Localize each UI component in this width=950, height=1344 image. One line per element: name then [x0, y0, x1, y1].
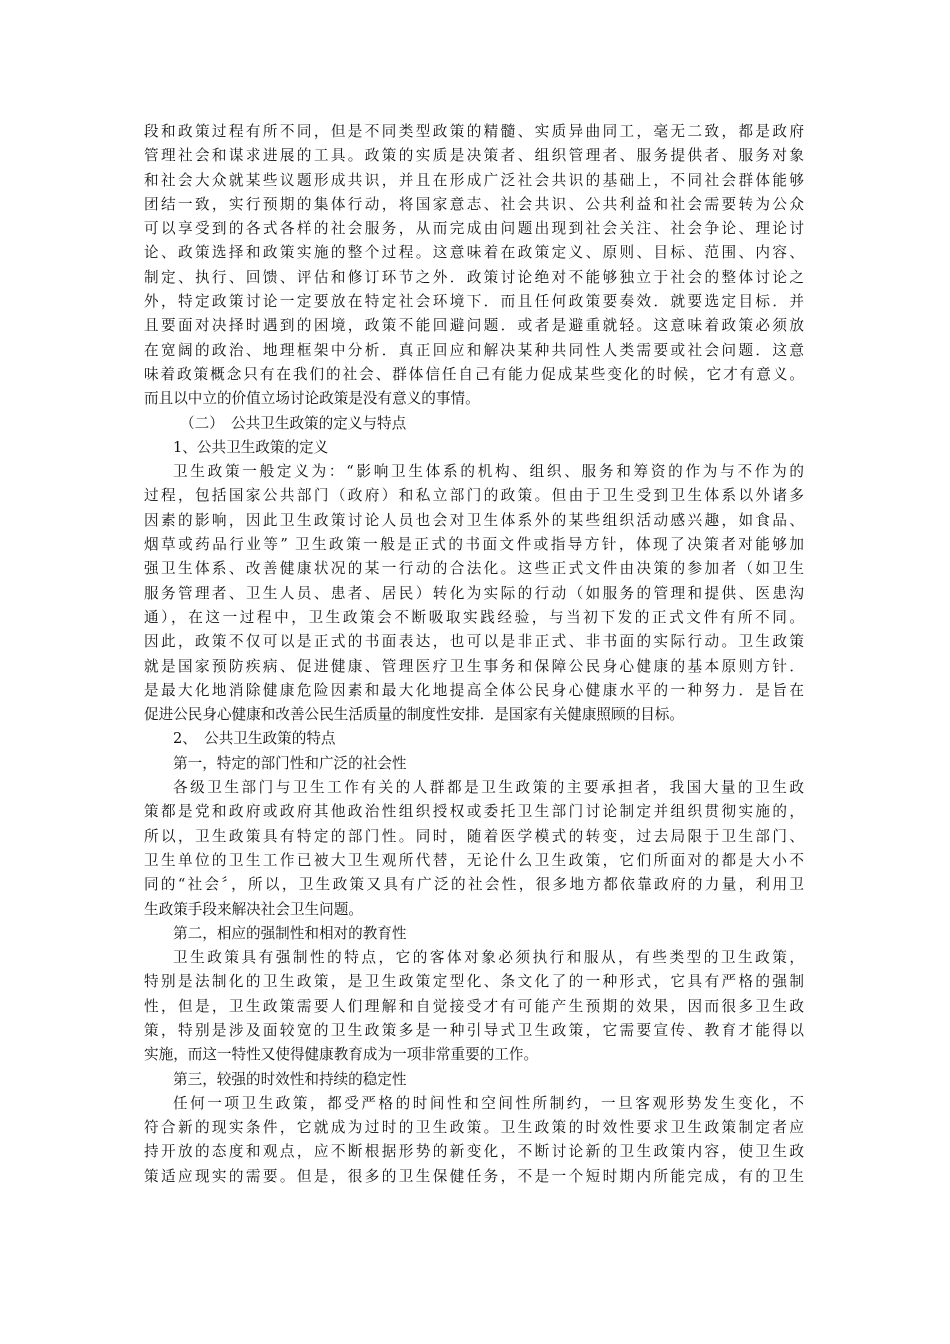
text-line: 策都是党和政府或政府其他政治性组织授权或委托卫生部门讨论制定并组织贯彻实施的，	[144, 803, 804, 821]
text-line: 2、 公共卫生政策的特点	[173, 730, 336, 748]
text-line: 和社会大众就某些议题形成共识，并且在形成广泛社会共识的基础上，不同社会群体能够	[144, 171, 804, 189]
text-line: 生政策手段来解决社会卫生问题。	[144, 900, 363, 918]
text-line: 强卫生体系、改善健康状况的某一行动的合法化。这些正式文件由决策的参加者（如卫生	[144, 560, 804, 578]
text-line: 在宽阔的政治、地理框架中分析．真正回应和解决某种共同性人类需要或社会问题．这意	[144, 341, 804, 359]
text-line: 1、公共卫生政策的定义	[173, 438, 329, 456]
text-line: 卫生政策一般定义为：“影响卫生体系的机构、组织、服务和筹资的作为与不作为的	[173, 463, 804, 481]
text-line: 卫生政策具有强制性的特点，它的客体对象必须执行和服从，有些类型的卫生政策，	[173, 949, 804, 967]
text-line: 各级卫生部门与卫生工作有关的人群都是卫生政策的主要承担者，我国大量的卫生政	[173, 779, 804, 797]
text-line: 段和政策过程有所不同，但是不同类型政策的精髓、实质异曲同工，毫无二致，都是政府	[144, 123, 804, 140]
text-line: 特别是法制化的卫生政策，是卫生政策定型化、条文化了的一种形式，它具有严格的强制	[144, 973, 804, 991]
text-line: 因素的影响，因此卫生政策讨论人员也会对卫生体系外的某些组织活动感兴趣，如食品、	[144, 511, 804, 529]
text-line: 可以享受到的各式各样的社会服务，从而完成由问题出现到社会关注、社会争论、理论讨	[144, 220, 804, 238]
text-line: 团结一致，实行预期的集体行动，将国家意志、社会共识、公共利益和社会需要转为公众	[144, 195, 804, 213]
text-line: 就是国家预防疾病、促进健康、管理医疗卫生事务和保障公民身心健康的基本原则方针．	[144, 657, 804, 675]
text-line: 烟草或药品行业等” 卫生政策一般是正式的书面文件或指导方针，体现了决策者对能够加	[144, 536, 804, 554]
text-line: 过程，包括国家公共部门（政府）和私立部门的政策。但由于卫生受到卫生体系以外诸多	[144, 487, 804, 505]
document-body	[144, 120, 804, 1189]
text-line: 管理社会和谋求进展的工具。政策的实质是决策者、组织管理者、服务提供者、服务对象	[144, 147, 804, 165]
text-line: 第三，较强的时效性和持续的稳定性	[173, 1070, 407, 1088]
text-line: 制定、执行、回馈、评估和修订环节之外．政策讨论绝对不能够独立于社会的整体讨论之	[144, 268, 804, 286]
text-line: 论、政策选择和政策实施的整个过程。这意味着在政策定义、原则、目标、范围、内容、	[144, 244, 804, 262]
text-line: 所以，卫生政策具有特定的部门性。同时，随着医学模式的转变，过去局限于卫生部门、	[144, 827, 804, 845]
text-line: 外，特定政策讨论一定要放在特定社会环境下．而且任何政策要奏效．就要选定目标．并	[144, 293, 804, 311]
text-line: 是最大化地消除健康危险因素和最大化地提高全体公民身心健康水平的一种努力．是旨在	[144, 681, 804, 699]
text-line: 策适应现实的需要。但是，很多的卫生保健任务，不是一个短时期内所能完成，有的卫生	[144, 1167, 804, 1185]
text-line: 符合新的现实条件，它就成为过时的卫生政策。卫生政策的时效性要求卫生政策制定者应	[144, 1119, 804, 1137]
text-line: 而且以中立的价值立场讨论政策是没有意义的事情。	[144, 390, 480, 408]
text-line: 第二，相应的强制性和相对的教育性	[173, 924, 407, 942]
text-line: 促进公民身心健康和改善公民生活质量的制度性安排．是国家有关健康照顾的目标。	[144, 706, 684, 724]
text-line: 味着政策概念只有在我们的社会、群体信任自己有能力促成某些变化的时候，它才有意义。	[144, 365, 804, 383]
text-line: 性，但是，卫生政策需要人们理解和自觉接受才有可能产生预期的效果，因而很多卫生政	[144, 997, 804, 1015]
text-line: 因此，政策不仅可以是正式的书面表达，也可以是非正式、非书面的实际行动。卫生政策	[144, 633, 804, 651]
text-line: 卫生单位的卫生工作已被大卫生观所代替，无论什么卫生政策，它们所面对的都是大小不	[144, 851, 804, 869]
text-line: 策，特别是涉及面较宽的卫生政策多是一种引导式卫生政策，它需要宣传、教育才能得以	[144, 1021, 804, 1039]
text-line: 同的“社会〞，所以，卫生政策又具有广泛的社会性，很多地方都依靠政府的力量，利用卫	[144, 876, 804, 894]
text-line: 服务管理者、卫生人员、患者、居民）转化为实际的行动（如服务的管理和提供、医患沟	[144, 584, 804, 602]
text-line: 通），在这一过程中，卫生政策会不断吸取实践经验，与当初下发的正式文件有所不同。	[144, 608, 804, 626]
text-line: 且要面对决择时遇到的困境，政策不能回避问题．或者是避重就轻。这意味着政策必须放	[144, 317, 804, 335]
text-line: 任何一项卫生政策，都受严格的时间性和空间性所制约，一旦客观形势发生变化，不	[173, 1094, 804, 1112]
text-line: 第一，特定的部门性和广泛的社会性	[173, 754, 407, 772]
text-line: （二） 公共卫生政策的定义与特点	[180, 414, 407, 432]
text-line: 实施，而这一特性又使得健康教育成为一项非常重要的工作。	[144, 1046, 539, 1064]
text-line: 持开放的态度和观点，应不断根据形势的新变化，不断讨论新的卫生政策内容，使卫生政	[144, 1143, 804, 1161]
